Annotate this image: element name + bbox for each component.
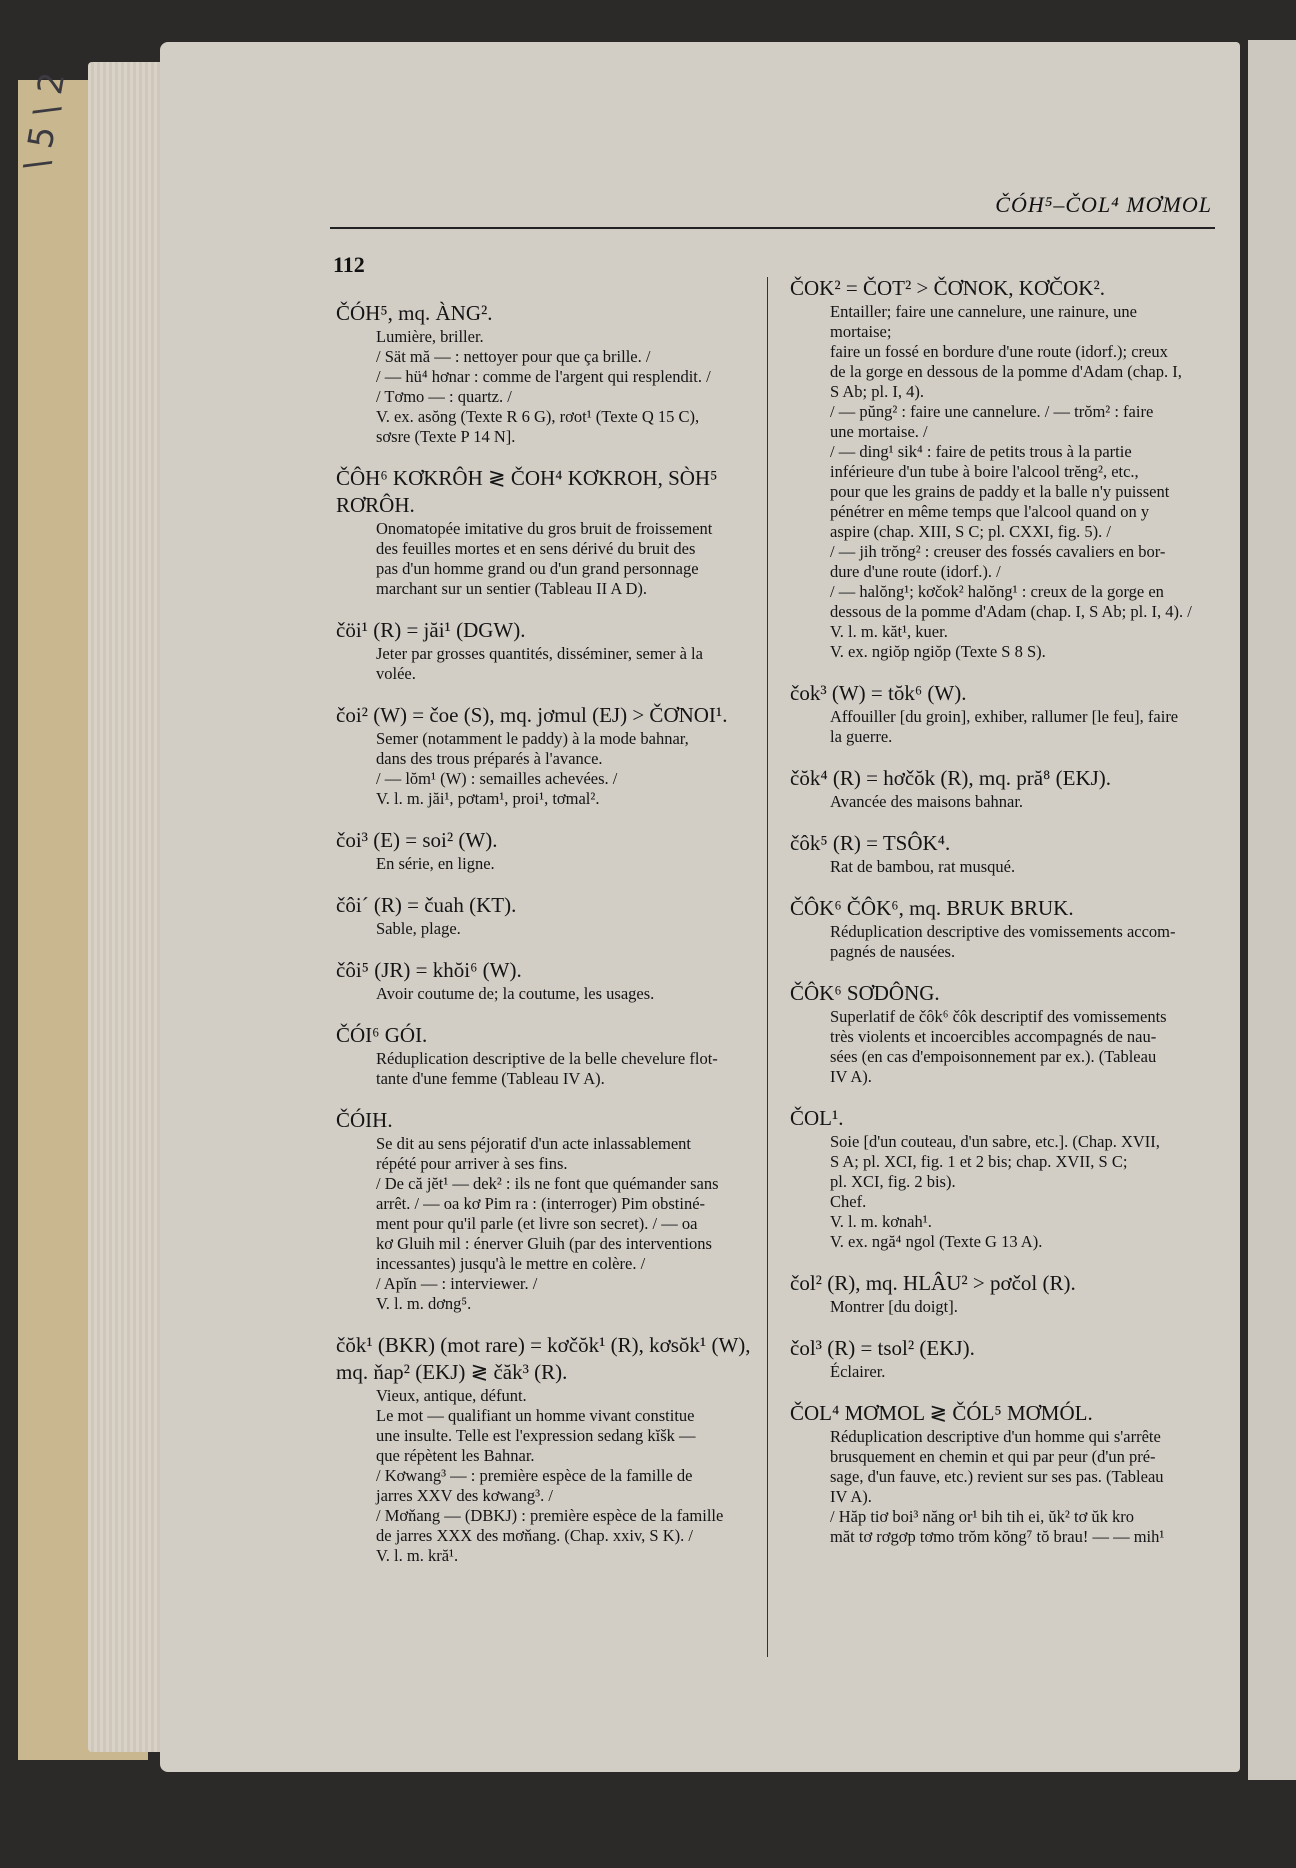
definition-line: pagnés de nausées.	[830, 942, 956, 961]
entry-headword: ČÔK⁶ SƠDÔNG.	[790, 981, 940, 1005]
definition-line: Montrer [du doigt].	[830, 1297, 958, 1316]
dictionary-entry	[336, 957, 761, 1004]
definition-line: En série, en ligne.	[376, 854, 495, 873]
right-column	[790, 275, 1210, 1565]
definition-line: sơsre (Texte P 14 N].	[376, 427, 516, 446]
definition-line: / Kơwang³ — : première espèce de la famille de	[376, 1466, 693, 1485]
definition-line: pas d'un homme grand ou d'un grand personnage	[376, 559, 699, 578]
definition-line: pénétrer en même temps que l'alcool quand on y	[830, 502, 1150, 521]
definition-line: Chef.	[830, 1192, 867, 1211]
definition-line: faire un fossé en bordure d'une route (idorf.); creux	[830, 342, 1168, 361]
definition-line: Réduplication descriptive d'un homme qui s'arrête	[830, 1427, 1161, 1446]
dictionary-entry	[336, 617, 761, 684]
entry-headword: ČÔH⁶ KƠKRÔH ≷ ČOH⁴ KƠKROH, SÒH⁵ RƠRÔH.	[336, 466, 718, 517]
entry-definition	[790, 1427, 1210, 1547]
definition-line: Onomatopée imitative du gros bruit de froissement	[376, 519, 713, 538]
definition-line: Soie [d'un couteau, d'un sabre, etc.]. (Chap. XVII,	[830, 1132, 1160, 1151]
dictionary-entry	[790, 980, 1210, 1087]
dictionary-entry	[336, 300, 761, 447]
dictionary-entry	[790, 680, 1210, 747]
definition-line: / — ding¹ sik⁴ : faire de petits trous à la partie	[830, 442, 1132, 461]
definition-line: măt tơ rơgơp tơmo trŏm kŏng⁷ tŏ brau! — — mih¹	[830, 1527, 1165, 1546]
dictionary-entry	[790, 765, 1210, 812]
definition-line: Éclairer.	[830, 1362, 886, 1381]
left-column	[336, 300, 761, 1584]
dictionary-entry	[790, 1400, 1210, 1547]
entry-definition	[790, 922, 1210, 962]
definition-line: / Hăp tiơ boi³ năng or¹ bih tih ei, ŭk² tơ ŭk kro	[830, 1507, 1135, 1526]
entry-definition	[336, 1049, 761, 1089]
dictionary-entry	[790, 830, 1210, 877]
entry-headword: čŏk⁴ (R) = hơčŏk (R), mq. pră⁸ (EKJ).	[790, 766, 1112, 790]
entry-definition	[336, 984, 761, 1004]
definition-line: Réduplication descriptive des vomissements accom-	[830, 922, 1176, 941]
definition-line: des feuilles mortes et en sens dérivé du bruit des	[376, 539, 696, 558]
definition-line: Rat de bambou, rat musqué.	[830, 857, 1016, 876]
dictionary-entry	[790, 1335, 1210, 1382]
entry-definition	[790, 1007, 1210, 1087]
definition-line: Vieux, antique, défunt.	[376, 1386, 527, 1405]
definition-line: V. l. m. kăt¹, kuer.	[830, 622, 948, 641]
dictionary-entry	[336, 827, 761, 874]
entry-definition	[790, 1297, 1210, 1317]
definition-line: / — hü⁴ hơnar : comme de l'argent qui resplendit. /	[376, 367, 711, 386]
definition-line: Jeter par grosses quantités, disséminer, semer à la	[376, 644, 703, 663]
definition-line: Lumière, briller.	[376, 327, 484, 346]
entry-headword: ČOL¹.	[790, 1106, 844, 1130]
entry-headword: čôi´ (R) = čuah (KT).	[336, 893, 517, 917]
dictionary-entry	[336, 1107, 761, 1314]
definition-line: V. ex. asŏng (Texte R 6 G), rơot¹ (Texte Q 15 C),	[376, 407, 700, 426]
definition-line: kơ Gluih mil : énerver Gluih (par des interventions	[376, 1234, 712, 1253]
definition-line: la guerre.	[830, 727, 893, 746]
dictionary-entry	[790, 275, 1210, 662]
definition-line: Sable, plage.	[376, 919, 461, 938]
definition-line: dessous de la pomme d'Adam (chap. I, S Ab; pl. I, 4). /	[830, 602, 1192, 621]
definition-line: incessantes) jusqu'à le mettre en colère. /	[376, 1254, 646, 1273]
definition-line: Entailler; faire une cannelure, une rainure, une	[830, 302, 1137, 321]
entry-definition	[790, 792, 1210, 812]
definition-line: aspire (chap. XIII, S C; pl. CXXI, fig. 5). /	[830, 522, 1111, 541]
definition-line: S Ab; pl. I, 4).	[830, 382, 924, 401]
definition-line: V. ex. ngă⁴ ngol (Texte G 13 A).	[830, 1232, 1043, 1251]
definition-line: IV A).	[830, 1487, 872, 1506]
dictionary-entry	[790, 1270, 1210, 1317]
definition-line: que répètent les Bahnar.	[376, 1446, 535, 1465]
definition-line: sées (en cas d'empoisonnement par ex.). (Tableau	[830, 1047, 1157, 1066]
entry-definition	[336, 644, 761, 684]
entry-definition	[336, 327, 761, 447]
definition-line: / Mơňang — (DBKJ) : première espèce de la famille	[376, 1506, 724, 1525]
running-head: ČÓH⁵–ČOL⁴ MƠMOL	[995, 192, 1212, 217]
entry-headword: ČÓI⁶ GÓI.	[336, 1023, 428, 1047]
entry-definition	[336, 1386, 761, 1566]
page-number: 112	[333, 252, 365, 277]
definition-line: / De că jĕt¹ — dek² : ils ne font que quémander sans	[376, 1174, 719, 1193]
entry-definition	[790, 302, 1210, 662]
column-divider	[767, 277, 768, 1657]
definition-line: S A; pl. XCI, fig. 1 et 2 bis; chap. XVII, S C;	[830, 1152, 1128, 1171]
entry-headword: čôk⁵ (R) = TSÔK⁴.	[790, 831, 951, 855]
entry-definition	[336, 1134, 761, 1314]
dictionary-entry	[790, 895, 1210, 962]
definition-line: volée.	[376, 664, 416, 683]
entry-definition	[336, 919, 761, 939]
entry-headword: čok³ (W) = tŏk⁶ (W).	[790, 681, 967, 705]
entry-headword: čŏk¹ (BKR) (mot rare) = kơčŏk¹ (R), kơsŏk¹ (W), mq. ňap² (EKJ) ≷ čăk³ (R).	[336, 1333, 751, 1384]
facing-page-edge	[1248, 40, 1296, 1780]
definition-line: Affouiller [du groin], exhiber, rallumer [le feu], faire	[830, 707, 1179, 726]
definition-line: Se dit au sens péjoratif d'un acte inlassablement	[376, 1134, 692, 1153]
entry-headword: čoi³ (E) = soi² (W).	[336, 828, 498, 852]
entry-headword: ČÓIH.	[336, 1108, 393, 1132]
entry-definition	[790, 1132, 1210, 1252]
definition-line: une mortaise. /	[830, 422, 928, 441]
definition-line: pl. XCI, fig. 2 bis).	[830, 1172, 956, 1191]
entry-definition	[790, 1362, 1210, 1382]
dictionary-entry	[336, 892, 761, 939]
entry-definition	[336, 519, 761, 599]
entry-headword: čôi⁵ (JR) = khŏi⁶ (W).	[336, 958, 522, 982]
definition-line: V. l. m. dơng⁵.	[376, 1294, 472, 1313]
entry-definition	[790, 707, 1210, 747]
definition-line: / Sät mă — : nettoyer pour que ça brille. /	[376, 347, 651, 366]
entry-headword: ČÓH⁵, mq. ÀNG².	[336, 301, 493, 325]
definition-line: brusquement en chemin et qui par peur (d'un pré-	[830, 1447, 1156, 1466]
dictionary-entry	[336, 1332, 761, 1566]
definition-line: inférieure d'un tube à boire l'alcool trĕng², etc.,	[830, 462, 1139, 481]
definition-line: une insulte. Telle est l'expression sedang kĭšk —	[376, 1426, 696, 1445]
dictionary-entry	[336, 1022, 761, 1089]
dictionary-entry	[336, 702, 761, 809]
definition-line: de jarres XXX des mơňang. (Chap. xxiv, S K). /	[376, 1526, 693, 1545]
definition-line: Avoir coutume de; la coutume, les usages.	[376, 984, 655, 1003]
handwritten-note: \ 5 \ 2	[16, 69, 74, 174]
definition-line: ment pour qu'il parle (et livre son secret). / — oa	[376, 1214, 698, 1233]
definition-line: / Tơmo — : quartz. /	[376, 387, 512, 406]
definition-line: V. l. m. kơnah¹.	[830, 1212, 932, 1231]
definition-line: V. l. m. kră¹.	[376, 1546, 459, 1565]
definition-line: dure d'une route (idorf.). /	[830, 562, 1001, 581]
definition-line: / — halŏng¹; kơčok² halŏng¹ : creux de la gorge en	[830, 582, 1164, 601]
definition-line: V. l. m. jăi¹, pơtam¹, proi¹, tơmal².	[376, 789, 600, 808]
entry-headword: čoi² (W) = čoe (S), mq. jơmul (EJ) > ČƠNOI¹.	[336, 703, 728, 727]
definition-line: Semer (notamment le paddy) à la mode bahnar,	[376, 729, 689, 748]
definition-line: / — pŭng² : faire une cannelure. / — trŏm² : faire	[830, 402, 1154, 421]
dictionary-entry	[336, 465, 761, 599]
definition-line: mortaise;	[830, 322, 892, 341]
definition-line: sage, d'un fauve, etc.) revient sur ses pas. (Tableau	[830, 1467, 1164, 1486]
definition-line: dans des trous préparés à l'avance.	[376, 749, 603, 768]
definition-line: / — jih trŏng² : creuser des fossés cavaliers en bor-	[830, 542, 1166, 561]
definition-line: pour que les grains de paddy et la balle n'y puissent	[830, 482, 1170, 501]
definition-line: V. ex. ngiŏp ngiŏp (Texte S 8 S).	[830, 642, 1046, 661]
entry-definition	[336, 854, 761, 874]
definition-line: / — lŏm¹ (W) : semailles achevées. /	[376, 769, 618, 788]
definition-line: arrêt. / — oa kơ Pim ra : (interroger) Pim obstiné-	[376, 1194, 706, 1213]
definition-line: Réduplication descriptive de la belle chevelure flot-	[376, 1049, 718, 1068]
entry-headword: ČOK² = ČOT² > ČƠNOK, KƠČOK².	[790, 276, 1105, 300]
definition-line: très violents et incoercibles accompagnés de nau-	[830, 1027, 1157, 1046]
definition-line: Le mot — qualifiant un homme vivant constitue	[376, 1406, 695, 1425]
definition-line: répété pour arriver à ses fins.	[376, 1154, 568, 1173]
header-rule	[330, 227, 1215, 229]
entry-headword: ČOL⁴ MƠMOL ≷ ČÓL⁵ MƠMÓL.	[790, 1401, 1093, 1425]
entry-headword: čol² (R), mq. HLÂU² > pơčol (R).	[790, 1271, 1076, 1295]
entry-definition	[336, 729, 761, 809]
definition-line: IV A).	[830, 1067, 872, 1086]
definition-line: Avancée des maisons bahnar.	[830, 792, 1024, 811]
definition-line: jarres XXV des kơwang³. /	[376, 1486, 553, 1505]
entry-headword: ČÔK⁶ ČÔK⁶, mq. BRUK BRUK.	[790, 896, 1074, 920]
definition-line: tante d'une femme (Tableau IV A).	[376, 1069, 605, 1088]
entry-headword: čöi¹ (R) = jăi¹ (DGW).	[336, 618, 526, 642]
definition-line: de la gorge en dessous de la pomme d'Adam (chap. I,	[830, 362, 1182, 381]
definition-line: marchant sur un sentier (Tableau II A D).	[376, 579, 648, 598]
entry-headword: čol³ (R) = tsol² (EKJ).	[790, 1336, 975, 1360]
entry-definition	[790, 857, 1210, 877]
definition-line: Superlatif de čôk⁶ čôk descriptif des vomissements	[830, 1007, 1167, 1026]
dictionary-entry	[790, 1105, 1210, 1252]
definition-line: / Apĭn — : interviewer. /	[376, 1274, 538, 1293]
